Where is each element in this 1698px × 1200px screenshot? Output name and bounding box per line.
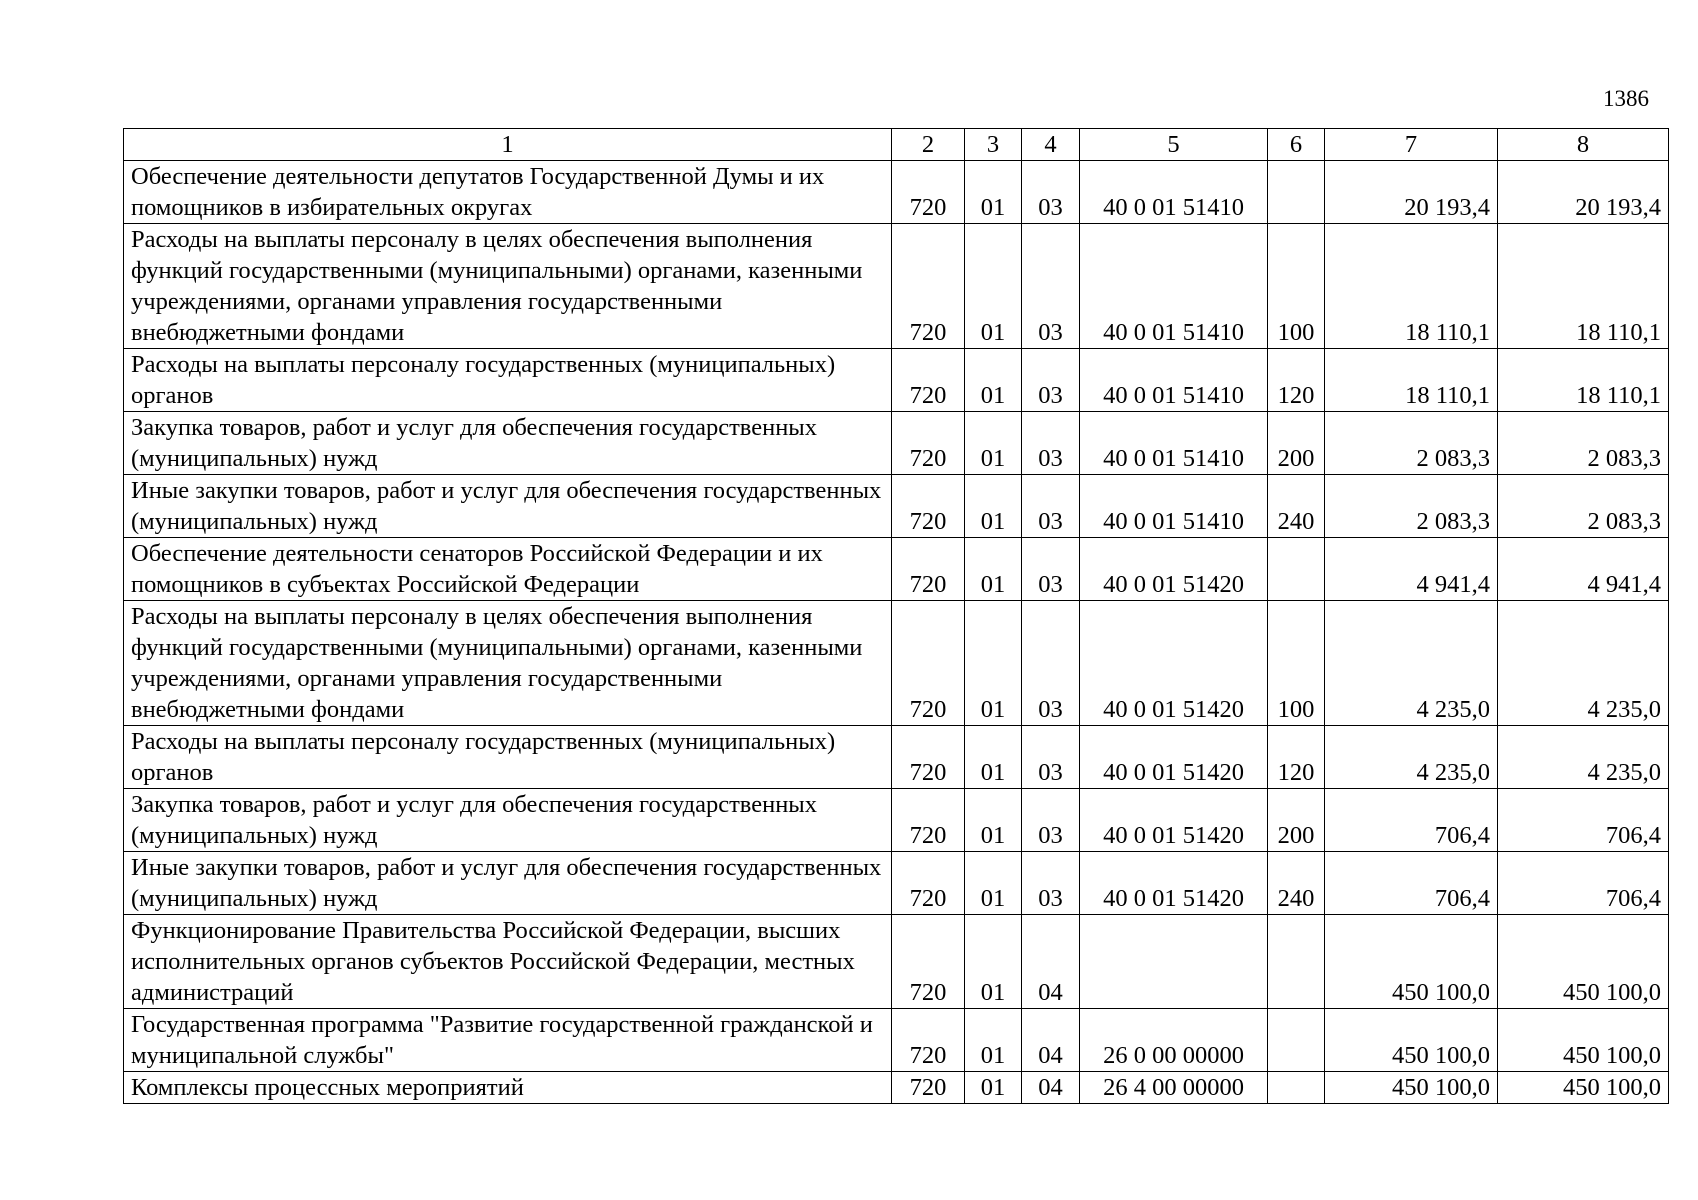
item-name-cell: Закупка товаров, работ и услуг для обеспечения государственных (муниципальных) нужд (124, 789, 892, 852)
expense-type-cell: 100 (1268, 601, 1325, 726)
expense-type-cell: 100 (1268, 224, 1325, 349)
section-cell: 01 (965, 915, 1022, 1009)
table-row (124, 224, 1669, 349)
section-cell: 01 (965, 161, 1022, 224)
amount-col8-cell: 2 083,3 (1498, 475, 1669, 538)
amount-col8-cell: 450 100,0 (1498, 1072, 1669, 1104)
amount-col8-cell: 706,4 (1498, 852, 1669, 915)
section-cell: 01 (965, 601, 1022, 726)
target-article-cell: 26 4 00 00000 (1080, 1072, 1268, 1104)
ministry-code-cell: 720 (892, 412, 965, 475)
amount-col7-cell: 2 083,3 (1325, 475, 1498, 538)
section-cell: 01 (965, 852, 1022, 915)
table-row (124, 349, 1669, 412)
expense-type-cell (1268, 161, 1325, 224)
target-article-cell: 40 0 01 51410 (1080, 349, 1268, 412)
table-body (124, 161, 1669, 1104)
amount-col7-cell: 4 235,0 (1325, 601, 1498, 726)
budget-table (123, 128, 1669, 1104)
subsection-cell: 03 (1022, 412, 1080, 475)
subsection-cell: 04 (1022, 1009, 1080, 1072)
amount-col7-cell: 706,4 (1325, 789, 1498, 852)
expense-type-cell: 240 (1268, 852, 1325, 915)
column-header: 8 (1498, 129, 1669, 161)
item-name-cell: Функционирование Правительства Российской Федерации, высших исполнительных органов субъектов Российской Федерации, местных администраций (124, 915, 892, 1009)
amount-col7-cell: 18 110,1 (1325, 224, 1498, 349)
expense-type-cell: 120 (1268, 726, 1325, 789)
table-row (124, 475, 1669, 538)
item-name-cell: Расходы на выплаты персоналу государственных (муниципальных) органов (124, 349, 892, 412)
section-cell: 01 (965, 349, 1022, 412)
section-cell: 01 (965, 1072, 1022, 1104)
amount-col7-cell: 4 235,0 (1325, 726, 1498, 789)
ministry-code-cell: 720 (892, 1072, 965, 1104)
page-number: 1386 (1603, 86, 1649, 111)
subsection-cell: 03 (1022, 161, 1080, 224)
column-header: 5 (1080, 129, 1268, 161)
table-row (124, 412, 1669, 475)
table-row (124, 1072, 1669, 1104)
ministry-code-cell: 720 (892, 538, 965, 601)
subsection-cell: 03 (1022, 852, 1080, 915)
column-header: 3 (965, 129, 1022, 161)
section-cell: 01 (965, 726, 1022, 789)
section-cell: 01 (965, 538, 1022, 601)
section-cell: 01 (965, 475, 1022, 538)
expense-type-cell (1268, 1072, 1325, 1104)
table-row (124, 538, 1669, 601)
target-article-cell: 40 0 01 51420 (1080, 852, 1268, 915)
section-cell: 01 (965, 412, 1022, 475)
amount-col8-cell: 20 193,4 (1498, 161, 1669, 224)
table-row (124, 789, 1669, 852)
target-article-cell: 40 0 01 51420 (1080, 726, 1268, 789)
amount-col8-cell: 706,4 (1498, 789, 1669, 852)
amount-col8-cell: 2 083,3 (1498, 412, 1669, 475)
ministry-code-cell: 720 (892, 852, 965, 915)
item-name-cell: Расходы на выплаты персоналу государственных (муниципальных) органов (124, 726, 892, 789)
subsection-cell: 03 (1022, 538, 1080, 601)
item-name-cell: Закупка товаров, работ и услуг для обеспечения государственных (муниципальных) нужд (124, 412, 892, 475)
target-article-cell: 40 0 01 51420 (1080, 538, 1268, 601)
column-header: 6 (1268, 129, 1325, 161)
ministry-code-cell: 720 (892, 224, 965, 349)
amount-col7-cell: 4 941,4 (1325, 538, 1498, 601)
subsection-cell: 03 (1022, 726, 1080, 789)
subsection-cell: 03 (1022, 789, 1080, 852)
amount-col8-cell: 450 100,0 (1498, 1009, 1669, 1072)
subsection-cell: 03 (1022, 349, 1080, 412)
ministry-code-cell: 720 (892, 789, 965, 852)
item-name-cell: Иные закупки товаров, работ и услуг для обеспечения государственных (муниципальных) нужд (124, 475, 892, 538)
subsection-cell: 03 (1022, 224, 1080, 349)
target-article-cell: 40 0 01 51410 (1080, 412, 1268, 475)
expense-type-cell: 240 (1268, 475, 1325, 538)
column-header: 4 (1022, 129, 1080, 161)
subsection-cell: 04 (1022, 1072, 1080, 1104)
ministry-code-cell: 720 (892, 161, 965, 224)
subsection-cell: 04 (1022, 915, 1080, 1009)
column-header: 7 (1325, 129, 1498, 161)
section-cell: 01 (965, 1009, 1022, 1072)
amount-col7-cell: 450 100,0 (1325, 915, 1498, 1009)
column-header: 2 (892, 129, 965, 161)
item-name-cell: Расходы на выплаты персоналу в целях обеспечения выполнения функций государственными (муниципальными) органами, казенными учреждениями, органами управления государственными внебюджетными фондами (124, 224, 892, 349)
section-cell: 01 (965, 789, 1022, 852)
expense-type-cell (1268, 1009, 1325, 1072)
ministry-code-cell: 720 (892, 475, 965, 538)
target-article-cell: 40 0 01 51420 (1080, 789, 1268, 852)
amount-col8-cell: 4 235,0 (1498, 601, 1669, 726)
amount-col7-cell: 18 110,1 (1325, 349, 1498, 412)
item-name-cell: Иные закупки товаров, работ и услуг для обеспечения государственных (муниципальных) нужд (124, 852, 892, 915)
amount-col7-cell: 450 100,0 (1325, 1072, 1498, 1104)
target-article-cell: 40 0 01 51410 (1080, 161, 1268, 224)
section-cell: 01 (965, 224, 1022, 349)
amount-col7-cell: 2 083,3 (1325, 412, 1498, 475)
target-article-cell: 26 0 00 00000 (1080, 1009, 1268, 1072)
item-name-cell: Государственная программа "Развитие государственной гражданской и муниципальной службы" (124, 1009, 892, 1072)
amount-col8-cell: 450 100,0 (1498, 915, 1669, 1009)
target-article-cell (1080, 915, 1268, 1009)
amount-col8-cell: 4 235,0 (1498, 726, 1669, 789)
expense-type-cell: 200 (1268, 412, 1325, 475)
ministry-code-cell: 720 (892, 1009, 965, 1072)
expense-type-cell (1268, 538, 1325, 601)
table-row (124, 601, 1669, 726)
amount-col7-cell: 450 100,0 (1325, 1009, 1498, 1072)
expense-type-cell (1268, 915, 1325, 1009)
table-row (124, 726, 1669, 789)
subsection-cell: 03 (1022, 601, 1080, 726)
amount-col8-cell: 18 110,1 (1498, 224, 1669, 349)
amount-col7-cell: 20 193,4 (1325, 161, 1498, 224)
target-article-cell: 40 0 01 51410 (1080, 224, 1268, 349)
table-row (124, 915, 1669, 1009)
target-article-cell: 40 0 01 51410 (1080, 475, 1268, 538)
table-row (124, 1009, 1669, 1072)
amount-col7-cell: 706,4 (1325, 852, 1498, 915)
target-article-cell: 40 0 01 51420 (1080, 601, 1268, 726)
item-name-cell: Расходы на выплаты персоналу в целях обеспечения выполнения функций государственными (муниципальными) органами, казенными учреждениями, органами управления государственными внебюджетными фондами (124, 601, 892, 726)
subsection-cell: 03 (1022, 475, 1080, 538)
column-header: 1 (124, 129, 892, 161)
item-name-cell: Комплексы процессных мероприятий (124, 1072, 892, 1104)
ministry-code-cell: 720 (892, 349, 965, 412)
table-header-row (124, 129, 1669, 161)
amount-col8-cell: 4 941,4 (1498, 538, 1669, 601)
ministry-code-cell: 720 (892, 726, 965, 789)
item-name-cell: Обеспечение деятельности депутатов Государственной Думы и их помощников в избирательных округах (124, 161, 892, 224)
amount-col8-cell: 18 110,1 (1498, 349, 1669, 412)
item-name-cell: Обеспечение деятельности сенаторов Российской Федерации и их помощников в субъектах Российской Федерации (124, 538, 892, 601)
ministry-code-cell: 720 (892, 915, 965, 1009)
expense-type-cell: 200 (1268, 789, 1325, 852)
table-row (124, 852, 1669, 915)
table-row (124, 161, 1669, 224)
ministry-code-cell: 720 (892, 601, 965, 726)
expense-type-cell: 120 (1268, 349, 1325, 412)
